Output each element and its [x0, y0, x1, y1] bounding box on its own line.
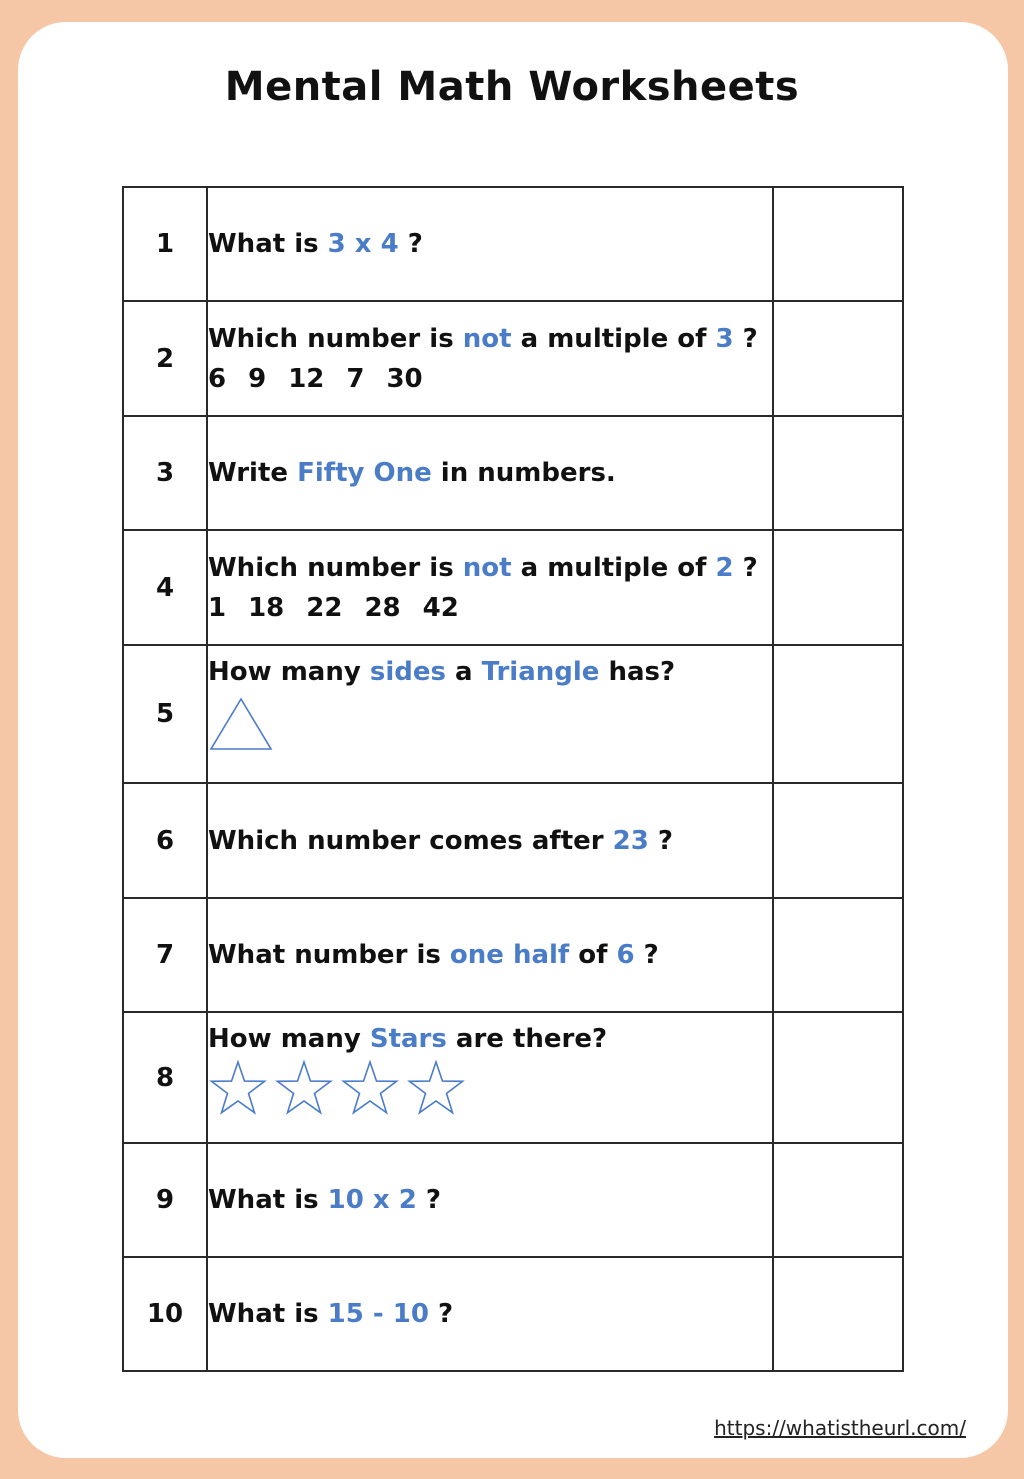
- question-fragment: of: [569, 940, 617, 970]
- question-number: 1: [123, 187, 207, 301]
- highlighted-term: sides: [369, 657, 446, 687]
- question-fragment: ?: [428, 1299, 454, 1329]
- question-fragment: ?: [416, 1185, 441, 1215]
- question-fragment: Which number is: [208, 323, 463, 354]
- star-icon: [406, 1059, 470, 1117]
- option-value: 12: [288, 363, 325, 394]
- questions-table: [122, 186, 904, 1372]
- question-number: 5: [123, 645, 207, 783]
- table-row: [123, 645, 903, 783]
- answer-cell[interactable]: [773, 301, 903, 416]
- highlighted-term: one half: [449, 940, 570, 970]
- question-cell: [207, 783, 773, 898]
- table-row: [123, 1012, 903, 1143]
- question-text: [208, 453, 772, 493]
- triangle-icon: [208, 696, 274, 752]
- answer-options: [208, 359, 772, 399]
- table-row: [123, 1143, 903, 1257]
- question-cell: [207, 1143, 773, 1257]
- question-text: [208, 1294, 772, 1334]
- highlighted-term: 3 x 4: [327, 229, 399, 259]
- footer-link[interactable]: https://whatistheurl.com/: [714, 1416, 966, 1440]
- question-number: 9: [123, 1143, 207, 1257]
- question-text: [208, 319, 772, 359]
- highlighted-term: 3: [715, 323, 734, 354]
- question-cell: [207, 301, 773, 416]
- table-row: [123, 1257, 903, 1371]
- question-fragment: a multiple of: [511, 552, 716, 583]
- question-text: [208, 935, 772, 975]
- question-fragment: a multiple of: [511, 323, 716, 354]
- question-fragment: a: [445, 657, 482, 687]
- highlighted-term: 23: [612, 825, 649, 856]
- question-cell: [207, 1257, 773, 1371]
- question-fragment: has?: [599, 657, 676, 687]
- question-fragment: ?: [398, 229, 423, 259]
- question-text: [208, 1019, 772, 1059]
- question-cell: [207, 898, 773, 1012]
- answer-cell[interactable]: [773, 1143, 903, 1257]
- question-fragment: are there?: [446, 1024, 608, 1054]
- option-value: 18: [248, 592, 285, 623]
- question-fragment: ?: [733, 552, 758, 583]
- question-fragment: Which number is: [208, 552, 463, 583]
- table-row: [123, 898, 903, 1012]
- question-number: 7: [123, 898, 207, 1012]
- highlighted-term: not: [462, 323, 512, 354]
- question-cell: [207, 645, 773, 783]
- answer-cell[interactable]: [773, 783, 903, 898]
- question-fragment: ?: [648, 825, 673, 856]
- question-fragment: in numbers.: [431, 458, 616, 488]
- option-value: 7: [346, 363, 365, 394]
- answer-cell[interactable]: [773, 645, 903, 783]
- question-fragment: What number is: [208, 940, 450, 970]
- highlighted-term: 10 x 2: [327, 1185, 417, 1215]
- question-fragment: How many: [208, 657, 370, 687]
- star-icon: [208, 1059, 272, 1117]
- question-cell: [207, 416, 773, 530]
- question-fragment: What is: [208, 1185, 328, 1215]
- highlighted-term: Fifty One: [297, 458, 432, 488]
- option-value: 6: [208, 363, 227, 394]
- highlighted-term: 15 - 10: [327, 1299, 429, 1329]
- question-fragment: Which number comes after: [208, 825, 613, 856]
- highlighted-term: not: [462, 552, 512, 583]
- option-value: 28: [364, 592, 401, 623]
- option-value: 1: [208, 592, 227, 623]
- question-fragment: How many: [208, 1024, 370, 1054]
- table-row: [123, 187, 903, 301]
- answer-options: [208, 588, 772, 628]
- question-text: [208, 1180, 772, 1220]
- question-cell: [207, 187, 773, 301]
- question-cell: [207, 1012, 773, 1143]
- table-row: [123, 530, 903, 645]
- answer-cell[interactable]: [773, 530, 903, 645]
- question-number: 4: [123, 530, 207, 645]
- page-title: Mental Math Worksheets: [224, 64, 800, 110]
- option-value: 30: [386, 363, 423, 394]
- question-fragment: What is: [208, 1299, 328, 1329]
- highlighted-term: 6: [616, 940, 635, 970]
- table-row: [123, 783, 903, 898]
- question-number: 8: [123, 1012, 207, 1143]
- question-text: [208, 224, 772, 264]
- highlighted-term: Stars: [369, 1024, 447, 1054]
- answer-cell[interactable]: [773, 898, 903, 1012]
- question-fragment: ?: [634, 940, 659, 970]
- star-icon: [274, 1059, 338, 1117]
- question-fragment: Write: [208, 458, 298, 488]
- question-text: [208, 652, 772, 692]
- option-value: 9: [248, 363, 267, 394]
- highlighted-term: 2: [715, 552, 734, 583]
- answer-cell[interactable]: [773, 1257, 903, 1371]
- question-fragment: What is: [208, 229, 328, 259]
- question-text: [208, 821, 772, 861]
- answer-cell[interactable]: [773, 416, 903, 530]
- question-fragment: ?: [733, 323, 758, 354]
- star-icon: [340, 1059, 404, 1117]
- question-number: 6: [123, 783, 207, 898]
- answer-cell[interactable]: [773, 1012, 903, 1143]
- stars-group: [208, 1059, 772, 1129]
- question-number: 3: [123, 416, 207, 530]
- option-value: 42: [422, 592, 459, 623]
- table-row: [123, 416, 903, 530]
- question-number: 10: [123, 1257, 207, 1371]
- option-value: 22: [306, 592, 343, 623]
- highlighted-term: Triangle: [481, 657, 600, 687]
- question-text: [208, 548, 772, 588]
- answer-cell[interactable]: [773, 187, 903, 301]
- question-cell: [207, 530, 773, 645]
- table-row: [123, 301, 903, 416]
- question-number: 2: [123, 301, 207, 416]
